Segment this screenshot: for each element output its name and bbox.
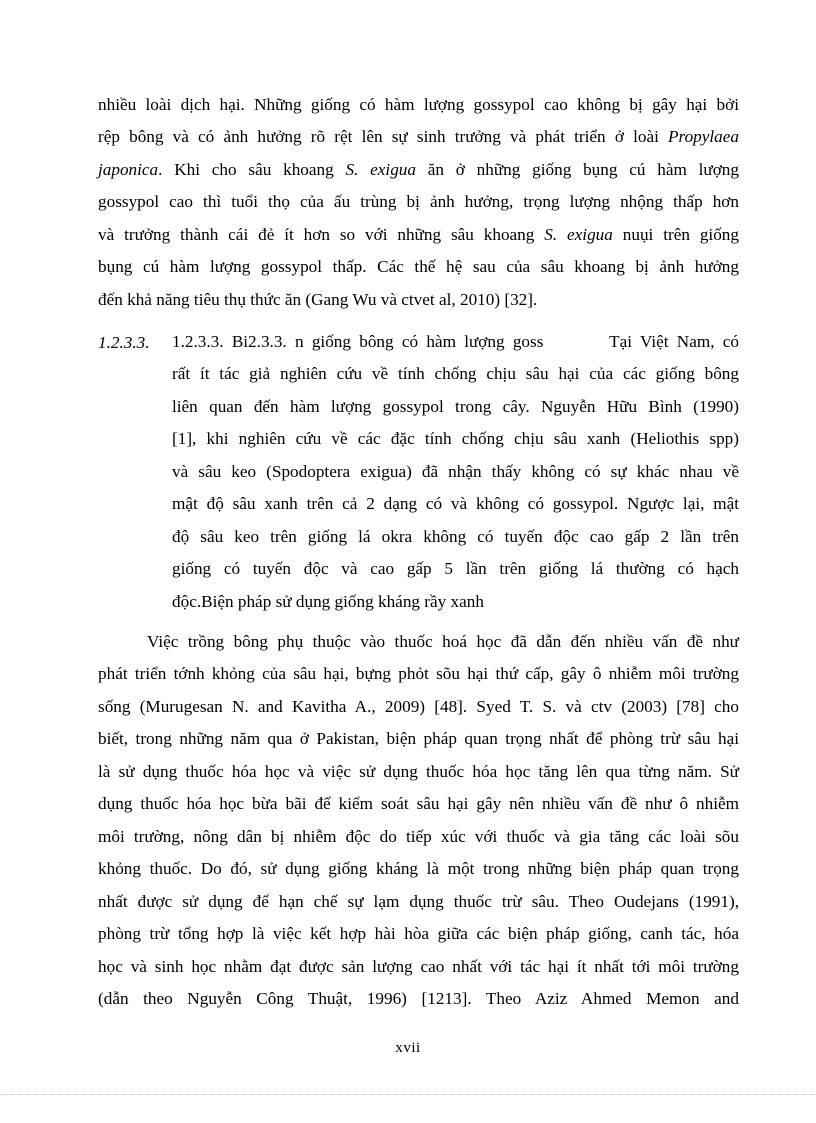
paragraph-line: phòng trừ tổng hợp là việc kết hợp hài hòa giữa các biện pháp giống, canh tác, hóa [98,924,739,943]
paragraph-line: gossypol cao thì tuổi thọ của ấu trùng bị ảnh hưởng, trọng lượng nhộng thấp hơn [98,192,739,211]
paragraph-line: và sâu keo (Spodoptera exigua) đã nhận thấy không có sự khác nhau về [172,462,739,481]
paragraph-line: nhiều loài dịch hại. Những giống có hàm lượng gossypol cao không bị gây hại bởi [98,95,739,114]
paragraph-line: (dẫn theo Nguyễn Công Thuật, 1996) [1213]. Theo Aziz Ahmed Memon and [98,989,739,1008]
paragraph-line: giống có tuyến độc và cao gấp 5 lần trên giống lá thường có hạch [172,559,739,578]
paragraph-line: mật độ sâu xanh trên cả 2 dạng có và không có gossypol. Ngược lại, mật [172,494,739,513]
paragraph-line: và trưởng thành cái đẻ ít hơn so với những sâu khoang S. exigua nuụi trên giống [98,225,739,244]
paragraph-line: liên quan đến hàm lượng gossypol trong cây. Nguyễn Hữu Bình (1990) [172,397,739,416]
paragraph-line: japonica. Khi cho sâu khoang S. exigua ăn ở những giống bụng cú hàm lượng [98,160,739,179]
paragraph-line: biết, trong những năm qua ở Pakistan, biện pháp quan trọng nhất để phòng trừ sâu hại [98,729,739,748]
paragraph-line: là sử dụng thuốc hóa học và việc sử dụng thuốc hóa học tăng lên qua từng năm. Sử [98,762,739,781]
page-break-rule [0,1094,816,1095]
paragraph-line: [1], khi nghiên cứu về các đặc tính chống chịu sâu xanh (Heliothis spp) [172,429,739,448]
paragraph-line: Việc trồng bông phụ thuộc vào thuốc hoá học đã dẫn đến nhiều vấn đề như [147,632,739,651]
page-number: xvii [395,1040,421,1056]
paragraph-line: nhất được sử dụng để hạn chế sự lạm dụng thuốc trừ sâu. Theo Oudejans (1991), [98,892,739,911]
paragraph-line: phát triển tớnh khỏng của sâu hại, bựng phỏt sõu hại thứ cấp, gây ô nhiễm môi trường [98,664,739,683]
paragraph-line: dụng thuốc hóa học bừa bãi để kiểm soát sâu hại gây nên nhiều vấn đề như ô nhiễm [98,794,739,813]
paragraph-line: môi trường, nông dân bị nhiễm độc do tiếp xúc với thuốc và gia tăng các loài sõu [98,827,739,846]
paragraph-line: học và sinh học nhằm đạt được sản lượng cao nhất với tác hại ít nhất tới môi trường [98,957,739,976]
paragraph-line: bụng cú hàm lượng gossypol thấp. Các thế hệ sau của sâu khoang bị ảnh hưởng [98,257,739,276]
paragraph-line: khỏng thuốc. Do đó, sử dụng giống kháng là một trong những biện pháp quan trọng [98,859,739,878]
paragraph-line: rất ít tác giả nghiên cứu về tính chống chịu sâu hại của các giống bông [172,364,739,383]
paragraph-line: 1.2.3.3. Bi2.3.3. n giống bông có hàm lượng goss Tại Việt Nam, có [172,332,739,351]
paragraph-line: rệp bông và có ảnh hưởng rõ rệt lên sự sinh trưởng và phát triển ở loài Propylaea [98,127,739,146]
paragraph-line: đến khả năng tiêu thụ thức ăn (Gang Wu và ctvet al, 2010) [32]. [98,290,538,309]
section-number: 1.2.3.3. [98,333,150,352]
paragraph-line: sống (Murugesan N. and Kavitha A., 2009) [48]. Syed T. S. và ctv (2003) [78] cho [98,697,739,716]
paragraph-line: độc.Biện pháp sử dụng giống kháng rầy xanh [172,592,484,611]
paragraph-line: độ sâu keo trên giống lá okra không có tuyến độc cao gấp 2 lần trên [172,527,739,546]
